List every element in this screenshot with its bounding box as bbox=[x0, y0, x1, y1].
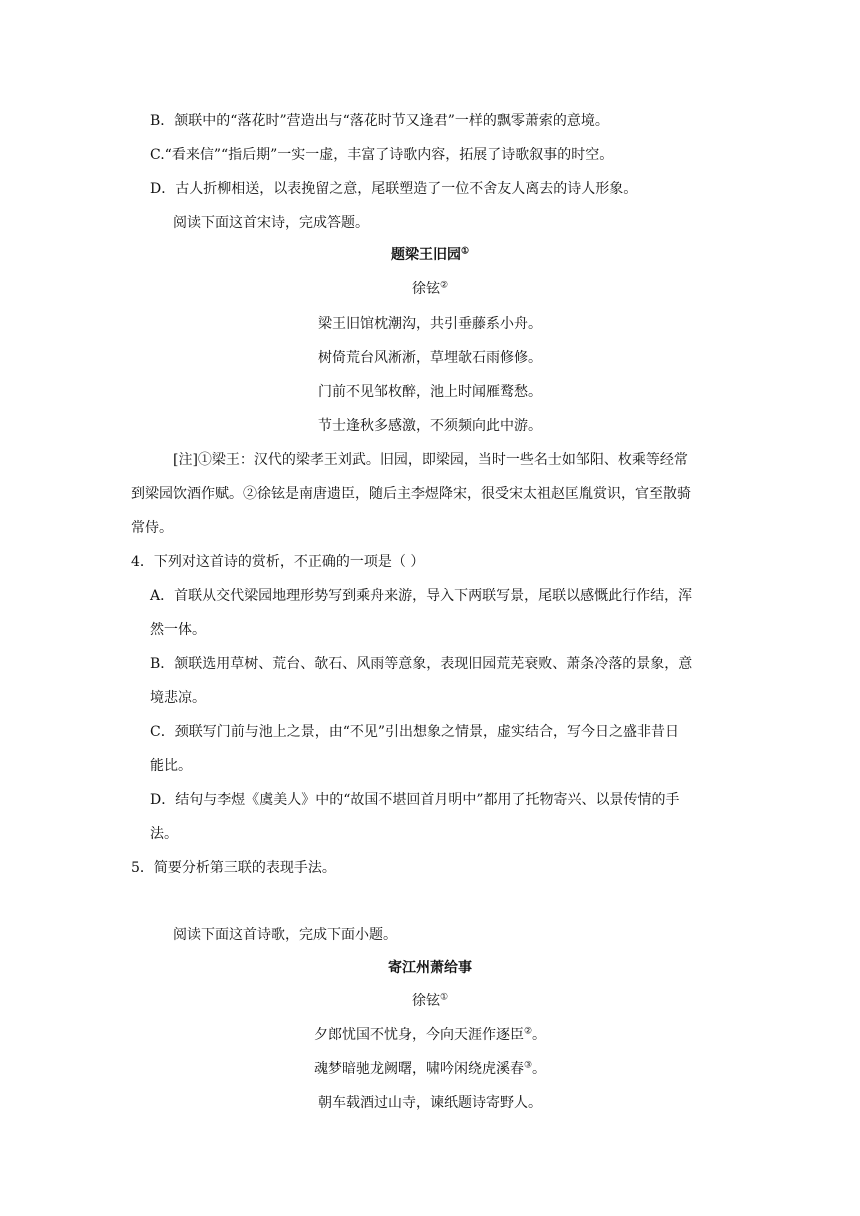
option-4a: A．首联从交代梁园地理形势写到乘舟来游，导入下两联写景，尾联以感慨此行作结，浑 bbox=[150, 588, 693, 604]
option-4b-cont: 境悲凉。 bbox=[150, 690, 206, 706]
poem1-note: [注]①梁王：汉代的梁孝王刘武。旧园，即梁园，当时一些名士如邹阳、枚乘等经常 bbox=[173, 452, 688, 468]
footnote-marker: ② bbox=[439, 280, 449, 291]
question-5: 5．简要分析第三联的表现手法。 bbox=[131, 860, 336, 876]
passage1-intro: 阅读下面这首宋诗，完成答题。 bbox=[173, 215, 369, 231]
poem1-line: 梁王旧馆枕潮沟，共引垂藤系小舟。 bbox=[318, 316, 542, 332]
option-3b: B．颔联中的“落花时”营造出与“落花时节又逢君”一样的飘零萧索的意境。 bbox=[150, 113, 609, 129]
poem2-author: 徐铉① bbox=[411, 992, 449, 1009]
footnote-marker: ② bbox=[523, 1026, 533, 1037]
poem1-title: 题梁王旧园① bbox=[390, 246, 470, 263]
option-4d: D．结句与李煜《虞美人》中的“故国不堪回首月明中”都用了托物寄兴、以景传情的手 bbox=[150, 792, 680, 808]
option-3c: C.“看来信”“指后期”一实一虚，丰富了诗歌内容，拓展了诗歌叙事的时空。 bbox=[150, 147, 614, 163]
footnote-marker: ① bbox=[460, 246, 470, 257]
option-4d-cont: 法。 bbox=[150, 826, 178, 842]
poem1-note: 到梁园饮酒作赋。②徐铉是南唐遗臣，随后主李煜降宋，很受宋太祖赵匡胤赏识，官至散骑 bbox=[131, 486, 691, 502]
option-4a-cont: 然一体。 bbox=[150, 622, 206, 638]
poem2-title: 寄江州萧给事 bbox=[388, 960, 472, 976]
footnote-marker: ① bbox=[439, 992, 449, 1003]
passage2-intro: 阅读下面这首诗歌，完成下面小题。 bbox=[173, 927, 397, 943]
poem1-note: 常侍。 bbox=[131, 520, 173, 536]
poem1-line: 门前不见邹枚醉，池上时闻雁鹜愁。 bbox=[318, 384, 542, 400]
poem2-line: 夕郎忧国不忧身，今向天涯作逐臣②。 bbox=[313, 1026, 547, 1043]
question-4: 4．下列对这首诗的赏析，不正确的一项是（ ） bbox=[131, 554, 425, 570]
option-4c-cont: 能比。 bbox=[150, 758, 192, 774]
option-4c: C．颈联写门前与池上之景，由“不见”引出想象之情景，虚实结合，写今日之盛非昔日 bbox=[150, 724, 680, 740]
option-3d: D．古人折柳相送，以表挽留之意，尾联塑造了一位不舍友人离去的诗人形象。 bbox=[150, 181, 638, 197]
option-4b: B．颔联选用草树、荒台、欹石、风雨等意象，表现旧园荒芜衰败、萧条冷落的景象，意 bbox=[150, 656, 693, 672]
poem2-line: 朝车载酒过山寺，谏纸题诗寄野人。 bbox=[318, 1095, 542, 1111]
poem1-line: 树倚荒台风淅淅，草埋欹石雨修修。 bbox=[318, 350, 542, 366]
poem1-line: 节士逢秋多感激，不须频向此中游。 bbox=[318, 418, 542, 434]
footnote-marker: ③ bbox=[523, 1060, 533, 1071]
poem1-author: 徐铉② bbox=[411, 280, 449, 297]
poem2-line: 魂梦暗驰龙阙曙，啸吟闲绕虎溪春③。 bbox=[313, 1060, 547, 1077]
